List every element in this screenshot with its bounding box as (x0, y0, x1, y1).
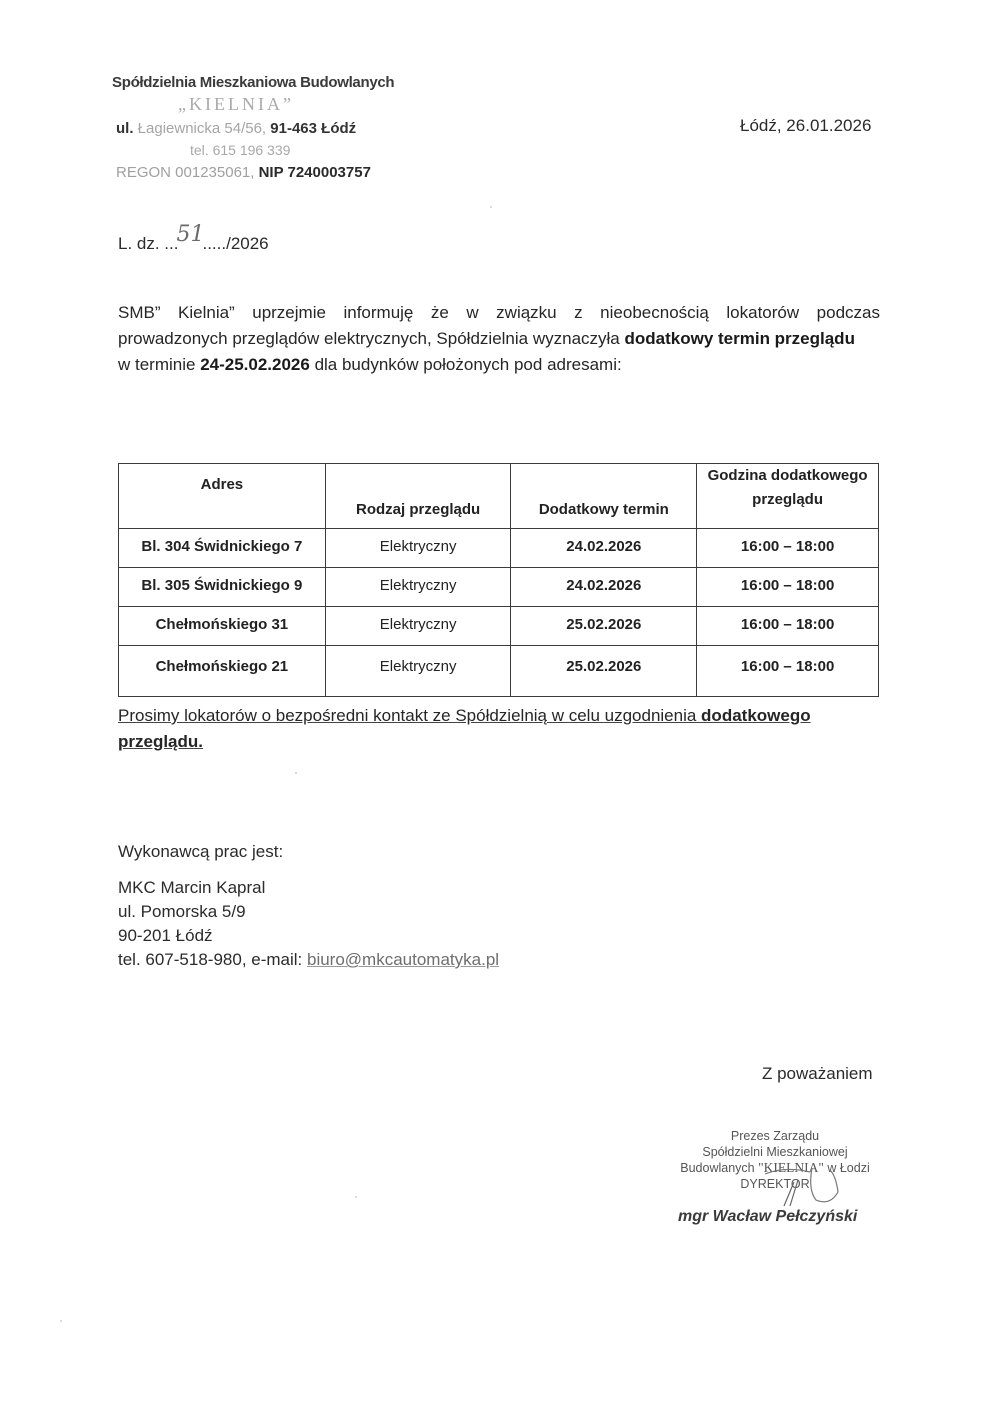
header-date: Dodatkowy termin (511, 464, 697, 529)
contractor-contact: tel. 607-518-980, e-mail: biuro@mkcautomatyka.pl (118, 950, 500, 969)
scan-speck (355, 1196, 357, 1198)
contact-request: Prosimy lokatorów o bezpośredni kontakt ze Spółdzielnią w celu uzgodnienia dodatkowego przeglądu. (118, 706, 811, 751)
cell-address: Chełmońskiego 31 (119, 607, 326, 646)
cell-type: Elektryczny (325, 529, 511, 568)
stamp-phone: tel. 615 196 339 (190, 142, 291, 158)
cell-date: 24.02.2026 (511, 568, 697, 607)
table-row (119, 529, 879, 568)
cell-date: 25.02.2026 (511, 646, 697, 697)
handwritten-signature (760, 1162, 850, 1212)
cell-time: 16:00 – 18:00 (697, 529, 879, 568)
cell-type: Elektryczny (325, 568, 511, 607)
cell-date: 25.02.2026 (511, 607, 697, 646)
scan-speck (60, 1320, 62, 1322)
intro-paragraph: SMB” Kielnia” uprzejmie informuję że w związku z nieobecnością lokatorów podczas prowadzonych przeglądów elektrycznych, Spółdzielnia wyznaczyła dodatkowy termin przeglądu w terminie 24-25.02.2026 dla budynków położonych pod adresami: (118, 303, 880, 374)
stamp-address: ul. Łagiewnicka 54/56, 91-463 Łódź (116, 120, 357, 137)
stamp-name: Spółdzielnia Mieszkaniowa Budowlanych (112, 74, 395, 91)
reference-number: L. dz. ...51...../2026 (118, 222, 269, 253)
inspection-schedule-table (118, 463, 879, 697)
contractor-name: MKC Marcin Kapral (118, 878, 266, 897)
table-header-row (119, 464, 879, 529)
handwritten-number: 51 (176, 222, 205, 247)
header-address: Adres (119, 464, 326, 529)
header-type: Rodzaj przeglądu (325, 464, 511, 529)
scan-speck (295, 772, 297, 774)
cell-type: Elektryczny (325, 607, 511, 646)
contractor-city: 90-201 Łódź (118, 926, 213, 945)
stamp-brand: „KIELNIA” (178, 94, 294, 114)
director-stamp: Prezes Zarządu Spółdzielni Mieszkaniowej Budowlanych "KIELNIA" w Łodzi DYREKTOR (680, 1129, 870, 1191)
scan-speck (490, 206, 492, 208)
contractor-street: ul. Pomorska 5/9 (118, 902, 246, 921)
table-row (119, 607, 879, 646)
cell-address: Bl. 304 Świdnickiego 7 (119, 529, 326, 568)
cell-date: 24.02.2026 (511, 529, 697, 568)
table-row (119, 568, 879, 607)
signatory-name: mgr Wacław Pełczyński (678, 1208, 858, 1225)
cell-address: Bl. 305 Świdnickiego 9 (119, 568, 326, 607)
place-date: Łódź, 26.01.2026 (740, 116, 872, 135)
stamp-ids: REGON 001235061, NIP 7240003757 (116, 164, 371, 181)
header-time: Godzina dodatkowego przeglądu (697, 464, 879, 529)
cell-type: Elektryczny (325, 646, 511, 697)
cell-time: 16:00 – 18:00 (697, 568, 879, 607)
closing-salutation: Z poważaniem (762, 1064, 873, 1083)
email-link[interactable]: biuro@mkcautomatyka.pl (307, 950, 500, 969)
table-row (119, 646, 879, 697)
cell-time: 16:00 – 18:00 (697, 646, 879, 697)
cell-time: 16:00 – 18:00 (697, 607, 879, 646)
cell-address: Chełmońskiego 21 (119, 646, 326, 697)
contractor-intro: Wykonawcą prac jest: (118, 842, 284, 861)
